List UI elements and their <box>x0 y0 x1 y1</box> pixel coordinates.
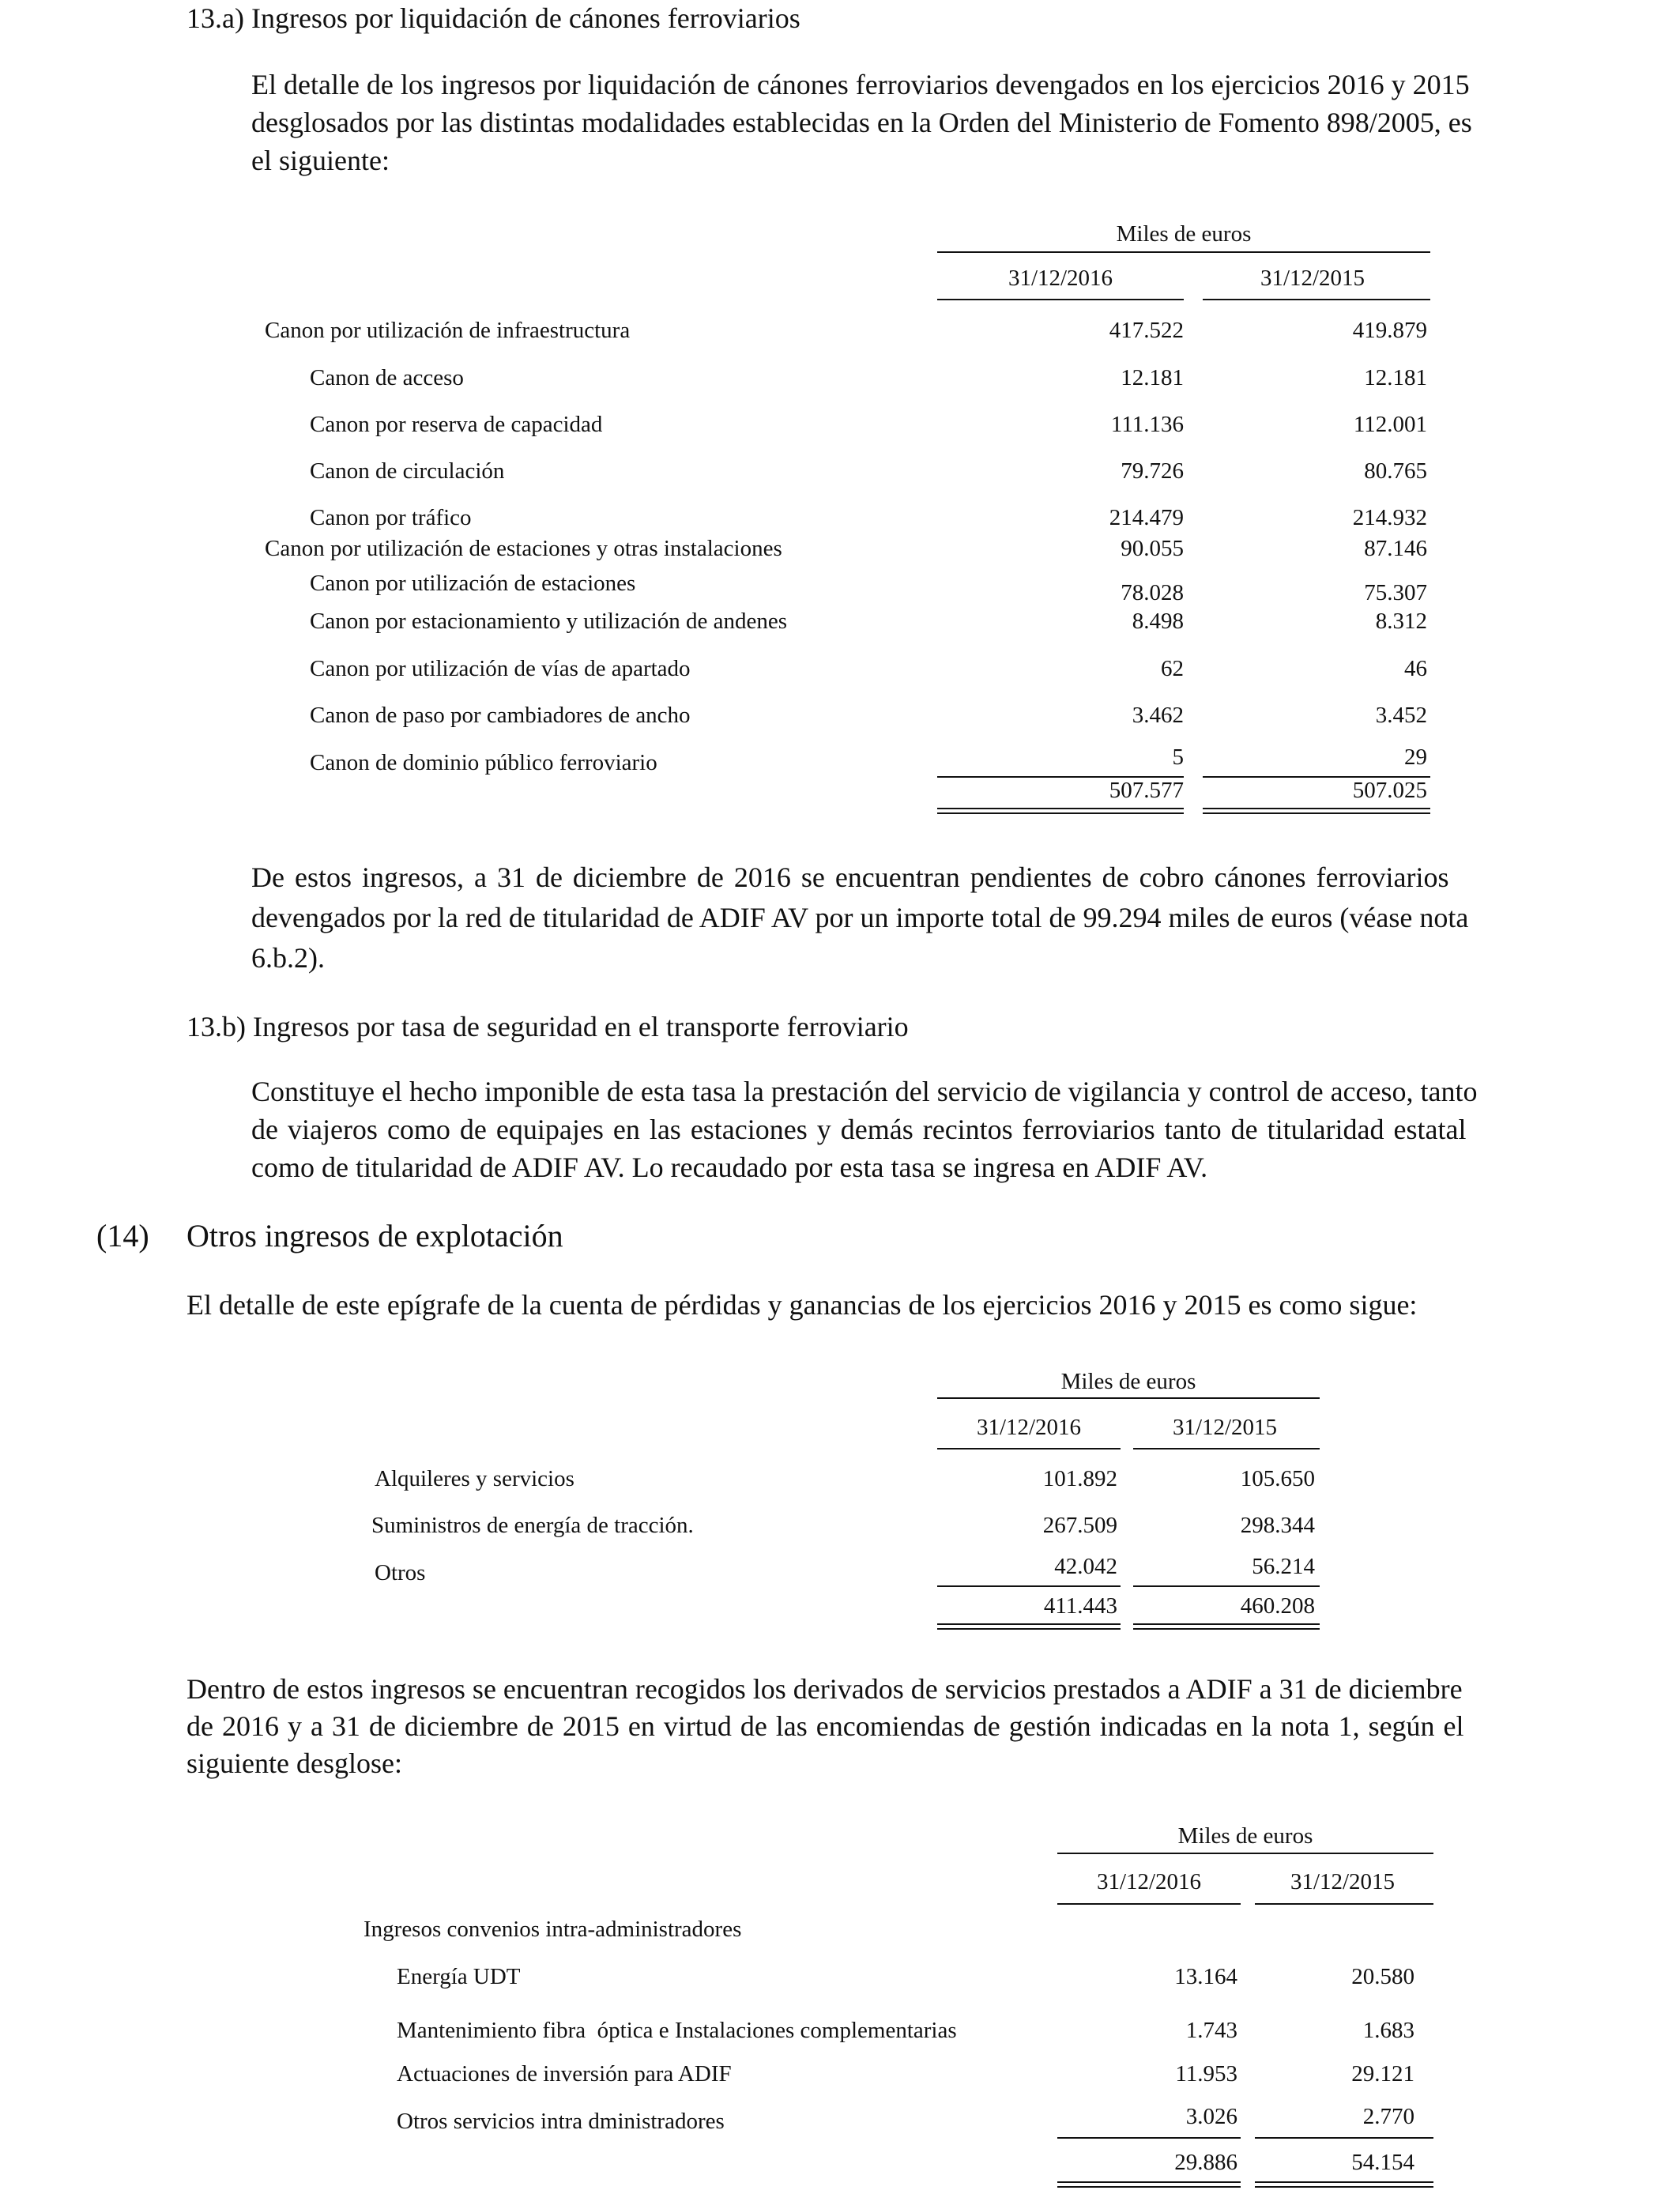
table-cell-2016: 3.026 <box>1185 2104 1237 2129</box>
total-double-rule-2015 <box>1255 2181 1433 2188</box>
section-13b-paragraph-line: de viajeros como de equipajes en las estaciones y demás recintos ferroviarios tanto de titularidad estatal <box>251 1114 1467 1145</box>
table-row-label: Canon por utilización de estaciones y otras instalaciones <box>265 536 782 561</box>
table-row-label: Otros <box>375 1560 426 1585</box>
table-row-label: Actuaciones de inversión para ADIF <box>397 2061 732 2087</box>
table-caption: Miles de euros <box>1177 1823 1313 1849</box>
column-header-2016: 31/12/2016 <box>1008 266 1113 291</box>
table-cell-2015: 20.580 <box>1351 1964 1414 1989</box>
column-header-2016: 31/12/2016 <box>1096 1869 1202 1894</box>
column-header-2015: 31/12/2015 <box>1172 1415 1278 1440</box>
column-rule-2015 <box>1255 1903 1433 1905</box>
table-cell-2016: 42.042 <box>1054 1554 1117 1579</box>
section-13b-heading: 13.b) Ingresos por tasa de seguridad en el transporte ferroviario <box>186 1011 909 1042</box>
table-cell-2015: 29 <box>1404 745 1427 770</box>
subtotal-rule-2016 <box>937 1585 1121 1587</box>
total-double-rule-2015 <box>1203 808 1430 814</box>
table-row-label: Mantenimiento fibra óptica e Instalaciones complementarias <box>397 2018 957 2043</box>
table-row-label: Canon por utilización de vías de apartado <box>310 656 691 681</box>
table-cell-2016: 101.892 <box>1042 1466 1117 1491</box>
adif-services-paragraph-line: de 2016 y a 31 de diciembre de 2015 en virtud de las encomiendas de gestión indicadas en la nota 1, según el <box>186 1710 1464 1742</box>
table-cell-2015: 112.001 <box>1353 412 1427 437</box>
table-row-label: Otros servicios intra dministradores <box>397 2109 725 2134</box>
table-cell-2016: 90.055 <box>1121 536 1184 561</box>
total-double-rule-2016 <box>937 1623 1121 1630</box>
table-cell-2015: 298.344 <box>1240 1513 1315 1538</box>
table-cell-2016: 417.522 <box>1109 318 1184 343</box>
column-header-2015: 31/12/2015 <box>1260 266 1365 291</box>
table-row-label: Canon por estacionamiento y utilización de andenes <box>310 609 787 634</box>
table-row-label: Canon de dominio público ferroviario <box>310 750 657 775</box>
table-cell-2016: 12.181 <box>1121 365 1184 390</box>
table-row-label: Canon por utilización de estaciones <box>310 571 636 596</box>
section-14-intro: El detalle de este epígrafe de la cuenta de pérdidas y ganancias de los ejercicios 2016 y 2015 es como sigue: <box>186 1289 1418 1321</box>
column-rule-2016 <box>937 299 1184 300</box>
total-double-rule-2015 <box>1133 1623 1320 1630</box>
table-cell-2016: 5 <box>1172 745 1184 770</box>
table-total-2015: 54.154 <box>1351 2150 1414 2175</box>
table-row-label: Canon por utilización de infraestructura <box>265 318 631 343</box>
pending-collection-paragraph-line: De estos ingresos, a 31 de diciembre de 2016 se encuentran pendientes de cobro cánones ferroviarios <box>251 861 1449 893</box>
table-cell-2015: 80.765 <box>1364 458 1427 484</box>
table-row-label: Canon por tráfico <box>310 505 472 530</box>
table-cell-2016: 11.953 <box>1175 2061 1237 2087</box>
adif-services-paragraph-line: Dentro de estos ingresos se encuentran recogidos los derivados de servicios prestados a ADIF a 31 de diciembre <box>186 1673 1463 1705</box>
table-cell-2016: 1.743 <box>1185 2018 1237 2043</box>
header-rule <box>937 251 1430 253</box>
table-caption: Miles de euros <box>1060 1369 1196 1394</box>
table-row-label: Canon de paso por cambiadores de ancho <box>310 703 691 728</box>
table-cell-2016: 3.462 <box>1132 703 1184 728</box>
section-13a-paragraph-line: desglosados por las distintas modalidades establecidas en la Orden del Ministerio de Fomento 898/2005, es <box>251 107 1472 138</box>
table-cell-2016: 8.498 <box>1132 609 1184 634</box>
column-rule-2016 <box>937 1448 1121 1449</box>
table-cell-2015: 87.146 <box>1364 536 1427 561</box>
table-cell-2015: 75.307 <box>1364 580 1427 605</box>
subtotal-rule-2015 <box>1133 1585 1320 1587</box>
pending-collection-paragraph-line: devengados por la red de titularidad de ADIF AV por un importe total de 99.294 miles de euros (véase nota <box>251 902 1469 933</box>
table-row-label: Suministros de energía de tracción. <box>371 1513 694 1538</box>
total-double-rule-2016 <box>937 808 1184 814</box>
total-double-rule-2016 <box>1057 2181 1241 2188</box>
table-cell-2016: 214.479 <box>1109 505 1184 530</box>
subtotal-rule-2015 <box>1255 2137 1433 2139</box>
table-total-2016: 507.577 <box>1109 778 1184 803</box>
table-cell-2015: 8.312 <box>1375 609 1427 634</box>
table-total-2016: 411.443 <box>1043 1593 1117 1619</box>
adif-services-paragraph-line: siguiente desglose: <box>186 1747 402 1779</box>
table-row-label: Canon de acceso <box>310 365 464 390</box>
table-group-label: Ingresos convenios intra-administradores <box>363 1917 742 1942</box>
table-cell-2015: 105.650 <box>1240 1466 1315 1491</box>
section-13b-paragraph-line: como de titularidad de ADIF AV. Lo recaudado por esta tasa se ingresa en ADIF AV. <box>251 1152 1208 1183</box>
table-cell-2016: 267.509 <box>1042 1513 1117 1538</box>
table-row-label: Canon de circulación <box>310 458 505 484</box>
header-rule <box>937 1397 1320 1399</box>
column-rule-2015 <box>1133 1448 1320 1449</box>
section-14-title: Otros ingresos de explotación <box>186 1218 563 1253</box>
table-cell-2015: 12.181 <box>1364 365 1427 390</box>
column-rule-2016 <box>1057 1903 1241 1905</box>
table-cell-2016: 78.028 <box>1121 580 1184 605</box>
table-cell-2015: 46 <box>1404 656 1427 681</box>
section-14-number: (14) <box>96 1218 149 1253</box>
column-rule-2015 <box>1203 299 1430 300</box>
section-13b-paragraph-line: Constituye el hecho imponible de esta tasa la prestación del servicio de vigilancia y control de acceso, tanto <box>251 1076 1478 1107</box>
column-header-2016: 31/12/2016 <box>976 1415 1082 1440</box>
section-13a-paragraph-line: El detalle de los ingresos por liquidación de cánones ferroviarios devengados en los ejercicios 2016 y 2015 <box>251 69 1470 100</box>
column-header-2015: 31/12/2015 <box>1290 1869 1396 1894</box>
table-total-2016: 29.886 <box>1174 2150 1237 2175</box>
subtotal-rule-2016 <box>1057 2137 1241 2139</box>
section-13a-heading: 13.a) Ingresos por liquidación de cánones ferroviarios <box>186 2 800 34</box>
section-13a-paragraph-line: el siguiente: <box>251 145 390 176</box>
table-caption: Miles de euros <box>1116 221 1252 247</box>
table-total-2015: 460.208 <box>1240 1593 1315 1619</box>
table-cell-2016: 62 <box>1161 656 1184 681</box>
table-cell-2015: 3.452 <box>1375 703 1427 728</box>
table-cell-2015: 1.683 <box>1362 2018 1414 2043</box>
table-cell-2016: 79.726 <box>1121 458 1184 484</box>
table-cell-2015: 2.770 <box>1362 2104 1414 2129</box>
table-cell-2015: 29.121 <box>1351 2061 1414 2087</box>
table-total-2015: 507.025 <box>1352 778 1427 803</box>
table-cell-2015: 214.932 <box>1352 505 1427 530</box>
table-cell-2015: 419.879 <box>1352 318 1427 343</box>
header-rule <box>1057 1853 1433 1854</box>
table-row-label: Energía UDT <box>397 1964 521 1989</box>
pending-collection-paragraph-line: 6.b.2). <box>251 942 325 974</box>
table-row-label: Canon por reserva de capacidad <box>310 412 603 437</box>
table-row-label: Alquileres y servicios <box>375 1466 574 1491</box>
table-cell-2016: 111.136 <box>1110 412 1184 437</box>
table-cell-2015: 56.214 <box>1252 1554 1315 1579</box>
table-cell-2016: 13.164 <box>1174 1964 1237 1989</box>
